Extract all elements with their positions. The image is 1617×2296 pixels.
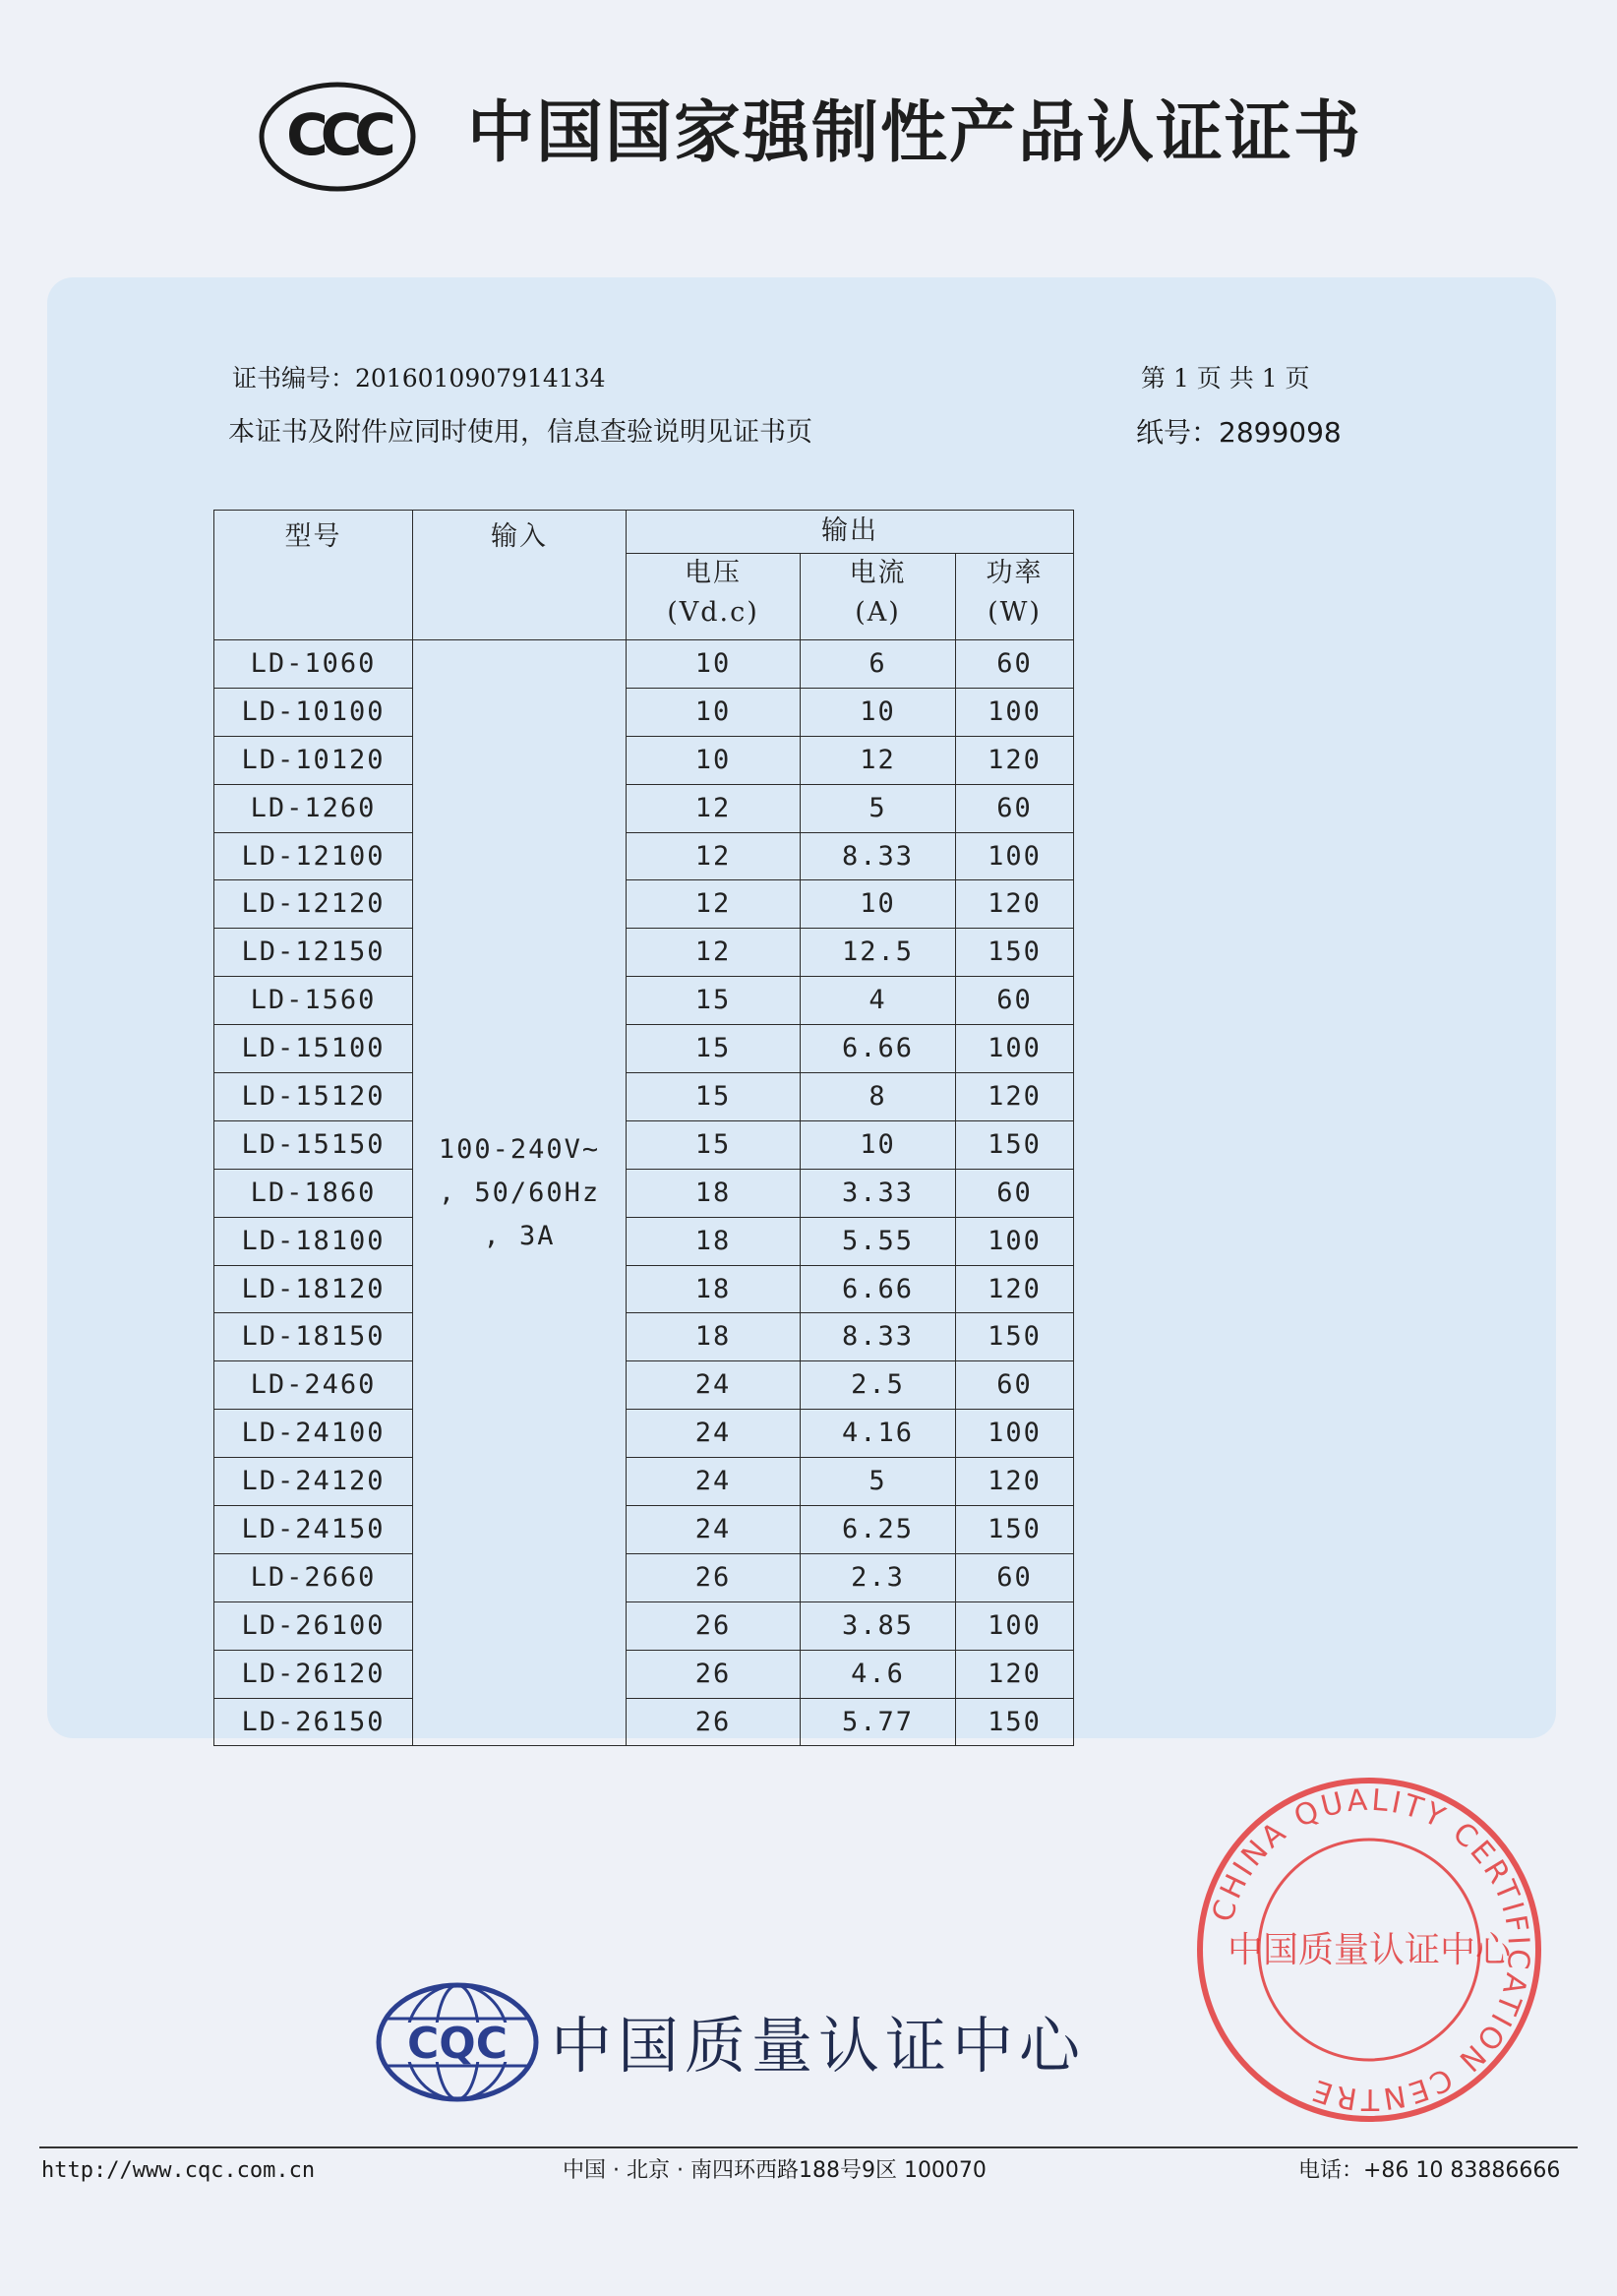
table-row: [214, 1265, 1074, 1313]
current-cell: 12.5: [801, 929, 956, 977]
power-cell: 60: [956, 640, 1074, 689]
current-cell: 8: [801, 1073, 956, 1121]
voltage-cell: 15: [627, 1025, 801, 1073]
footer-address: 中国 · 北京 · 南四环西路188号9区 100070: [563, 2158, 987, 2183]
power-cell: 100: [956, 832, 1074, 880]
current-cell: 6.25: [801, 1506, 956, 1554]
model-cell: LD-26150: [214, 1698, 413, 1746]
power-cell: 150: [956, 1313, 1074, 1361]
model-cell: LD-12100: [214, 832, 413, 880]
power-cell: 120: [956, 1265, 1074, 1313]
current-cell: 3.85: [801, 1601, 956, 1650]
voltage-cell: 24: [627, 1410, 801, 1458]
table-row: [214, 1120, 1074, 1169]
model-cell: LD-26100: [214, 1601, 413, 1650]
power-cell: 100: [956, 1601, 1074, 1650]
voltage-cell: 24: [627, 1506, 801, 1554]
organization-name: 中国质量认证中心: [551, 2010, 1087, 2082]
table-row: [214, 1553, 1074, 1601]
voltage-cell: 26: [627, 1553, 801, 1601]
footer-url: http://www.cqc.com.cn: [41, 2158, 316, 2183]
table-row: [214, 832, 1074, 880]
current-cell: 2.5: [801, 1361, 956, 1410]
footer-telephone: 电话：+86 10 83886666: [1298, 2158, 1561, 2183]
power-cell: 100: [956, 1410, 1074, 1458]
header-current: 电流 (A): [801, 554, 956, 640]
table-row: [214, 688, 1074, 736]
model-cell: LD-1560: [214, 977, 413, 1025]
model-cell: LD-1860: [214, 1169, 413, 1217]
model-cell: LD-15120: [214, 1073, 413, 1121]
current-cell: 4: [801, 977, 956, 1025]
model-cell: LD-10100: [214, 688, 413, 736]
model-cell: LD-24100: [214, 1410, 413, 1458]
table-row: [214, 1073, 1074, 1121]
power-cell: 120: [956, 1458, 1074, 1506]
current-cell: 5: [801, 784, 956, 832]
current-cell: 5: [801, 1458, 956, 1506]
model-cell: LD-10120: [214, 736, 413, 784]
table-row: [214, 1217, 1074, 1265]
power-cell: 100: [956, 1025, 1074, 1073]
power-cell: 150: [956, 1698, 1074, 1746]
model-cell: LD-15150: [214, 1120, 413, 1169]
power-cell: 120: [956, 736, 1074, 784]
voltage-cell: 26: [627, 1698, 801, 1746]
table-row: [214, 736, 1074, 784]
header-model: 型号: [214, 511, 413, 640]
ccc-logo: [258, 81, 417, 193]
power-cell: 60: [956, 784, 1074, 832]
table-row: [214, 1361, 1074, 1410]
model-cell: LD-18100: [214, 1217, 413, 1265]
table-row: [214, 1698, 1074, 1746]
table-row: [214, 1313, 1074, 1361]
voltage-cell: 18: [627, 1217, 801, 1265]
footer-divider: [39, 2146, 1578, 2148]
voltage-cell: 12: [627, 784, 801, 832]
input-line: 100-240V~: [438, 1133, 601, 1165]
table-row: [214, 1458, 1074, 1506]
certificate-number: 证书编号：2016010907914134: [232, 364, 606, 393]
voltage-cell: 26: [627, 1601, 801, 1650]
table-row: [214, 1650, 1074, 1698]
current-cell: 12: [801, 736, 956, 784]
model-cell: LD-1260: [214, 784, 413, 832]
voltage-cell: 12: [627, 880, 801, 929]
current-cell: 5.55: [801, 1217, 956, 1265]
current-cell: 5.77: [801, 1698, 956, 1746]
voltage-cell: 12: [627, 929, 801, 977]
model-cell: LD-18120: [214, 1265, 413, 1313]
current-cell: 10: [801, 880, 956, 929]
voltage-cell: 12: [627, 832, 801, 880]
power-cell: 120: [956, 1650, 1074, 1698]
model-cell: LD-24150: [214, 1506, 413, 1554]
voltage-cell: 15: [627, 1073, 801, 1121]
voltage-cell: 10: [627, 688, 801, 736]
power-cell: 60: [956, 1553, 1074, 1601]
voltage-cell: 24: [627, 1361, 801, 1410]
usage-note: 本证书及附件应同时使用，信息查验说明见证书页: [228, 417, 812, 448]
current-cell: 8.33: [801, 1313, 956, 1361]
cqc-logo: [374, 1979, 541, 2105]
cqc-logo-text: CQC: [407, 2019, 508, 2069]
table-row: [214, 1025, 1074, 1073]
header-power: 功率 (W): [956, 554, 1074, 640]
model-cell: LD-18150: [214, 1313, 413, 1361]
power-cell: 60: [956, 1169, 1074, 1217]
power-cell: 60: [956, 1361, 1074, 1410]
ccc-logo-text: CCC: [286, 101, 389, 168]
table-row: [214, 1410, 1074, 1458]
current-cell: 4.16: [801, 1410, 956, 1458]
current-cell: 8.33: [801, 832, 956, 880]
input-line: , 50/60Hz: [438, 1177, 601, 1208]
current-cell: 6.66: [801, 1265, 956, 1313]
table-row: [214, 640, 1074, 689]
voltage-cell: 18: [627, 1169, 801, 1217]
table-row: [214, 1601, 1074, 1650]
voltage-cell: 18: [627, 1265, 801, 1313]
current-cell: 3.33: [801, 1169, 956, 1217]
power-cell: 100: [956, 1217, 1074, 1265]
table-row: [214, 929, 1074, 977]
power-cell: 150: [956, 1506, 1074, 1554]
voltage-cell: 15: [627, 1120, 801, 1169]
power-cell: 60: [956, 977, 1074, 1025]
model-cell: LD-24120: [214, 1458, 413, 1506]
model-cell: LD-26120: [214, 1650, 413, 1698]
certificate-title: 中国国家强制性产品认证证书: [467, 94, 1363, 172]
model-cell: LD-2660: [214, 1553, 413, 1601]
certification-seal: [1192, 1773, 1546, 2127]
voltage-cell: 24: [627, 1458, 801, 1506]
voltage-cell: 26: [627, 1650, 801, 1698]
table-row: [214, 880, 1074, 929]
header-input: 输入: [413, 511, 627, 640]
model-cell: LD-12150: [214, 929, 413, 977]
voltage-cell: 18: [627, 1313, 801, 1361]
page-info: 第 1 页 共 1 页: [1141, 364, 1310, 393]
model-cell: LD-12120: [214, 880, 413, 929]
current-cell: 10: [801, 688, 956, 736]
power-cell: 150: [956, 929, 1074, 977]
table-row: [214, 977, 1074, 1025]
current-cell: 2.3: [801, 1553, 956, 1601]
model-cell: LD-15100: [214, 1025, 413, 1073]
current-cell: 6.66: [801, 1025, 956, 1073]
power-cell: 150: [956, 1120, 1074, 1169]
model-cell: LD-1060: [214, 640, 413, 689]
table-row: [214, 1506, 1074, 1554]
model-cell: LD-2460: [214, 1361, 413, 1410]
table-row: [214, 784, 1074, 832]
model-table: [213, 510, 1074, 1746]
header-voltage: 电压 (Vd.c): [627, 554, 801, 640]
input-cell: [413, 640, 627, 1746]
current-cell: 6: [801, 640, 956, 689]
voltage-cell: 10: [627, 736, 801, 784]
seal-outer-text: CHINA QUALITY CERTIFICATION CENTRE: [1206, 1782, 1536, 2117]
current-cell: 10: [801, 1120, 956, 1169]
input-line: , 3A: [483, 1220, 556, 1251]
voltage-cell: 15: [627, 977, 801, 1025]
header-output: 输出: [627, 511, 1074, 554]
current-cell: 4.6: [801, 1650, 956, 1698]
voltage-cell: 10: [627, 640, 801, 689]
power-cell: 100: [956, 688, 1074, 736]
paper-number: 纸号：2899098: [1136, 416, 1342, 449]
power-cell: 120: [956, 880, 1074, 929]
power-cell: 120: [956, 1073, 1074, 1121]
seal-inner-text: 中国质量认证中心: [1227, 1930, 1512, 1970]
table-row: [214, 1169, 1074, 1217]
